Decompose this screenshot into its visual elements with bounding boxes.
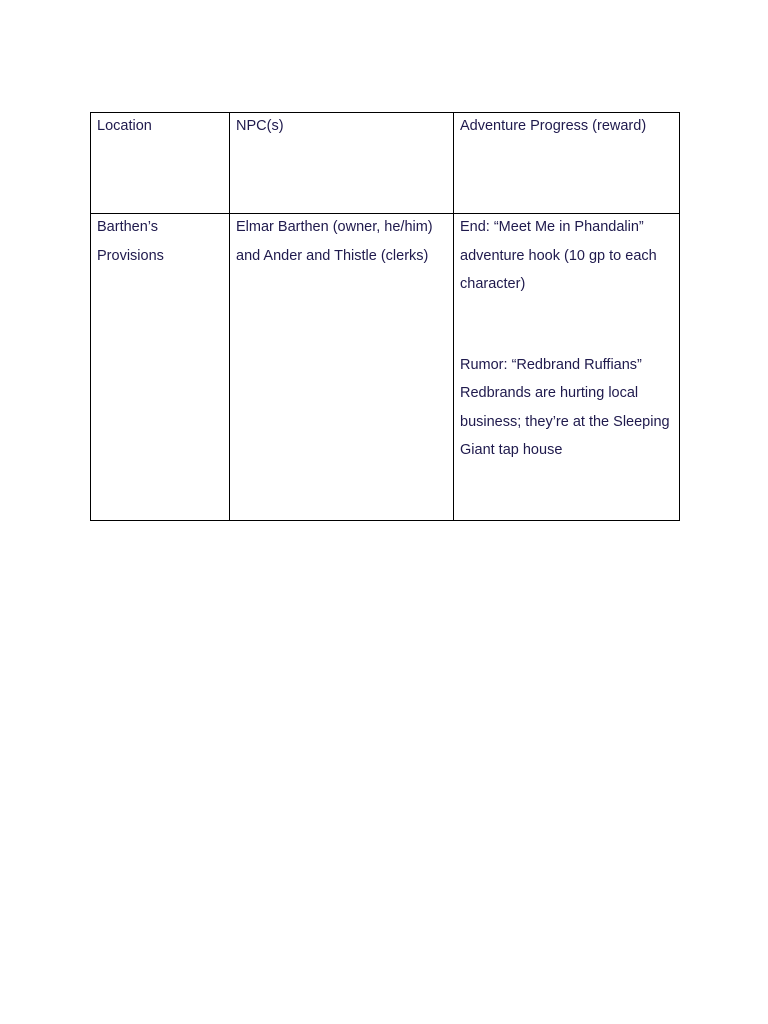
table-row: [91, 214, 680, 521]
header-progress-text: Adventure Progress (reward): [460, 118, 647, 134]
header-cell-location: [91, 113, 230, 214]
header-cell-progress: [454, 113, 680, 214]
npcs-text: Elmar Barthen (owner, he/him) and Ander and Thistle (clerks): [236, 219, 433, 264]
cell-progress: [454, 214, 680, 521]
cell-npcs: [230, 214, 454, 521]
paragraph-spacer: [460, 299, 673, 358]
header-cell-npcs: [230, 113, 454, 214]
adventure-table: [90, 112, 680, 521]
cell-location: [91, 214, 230, 521]
header-npcs-text: NPC(s): [236, 118, 284, 134]
progress-end-text: End: “Meet Me in Phandalin” adventure hook (10 gp to each character): [460, 219, 657, 292]
progress-rumor-text: Rumor: “Redbrand Ruffians” Redbrands are hurting local business; they’re at the Sleeping Giant tap house: [460, 356, 670, 458]
table-header-row: [91, 113, 680, 214]
header-location-text: Location: [97, 118, 152, 134]
location-text: Barthen’s Provisions: [97, 219, 164, 264]
